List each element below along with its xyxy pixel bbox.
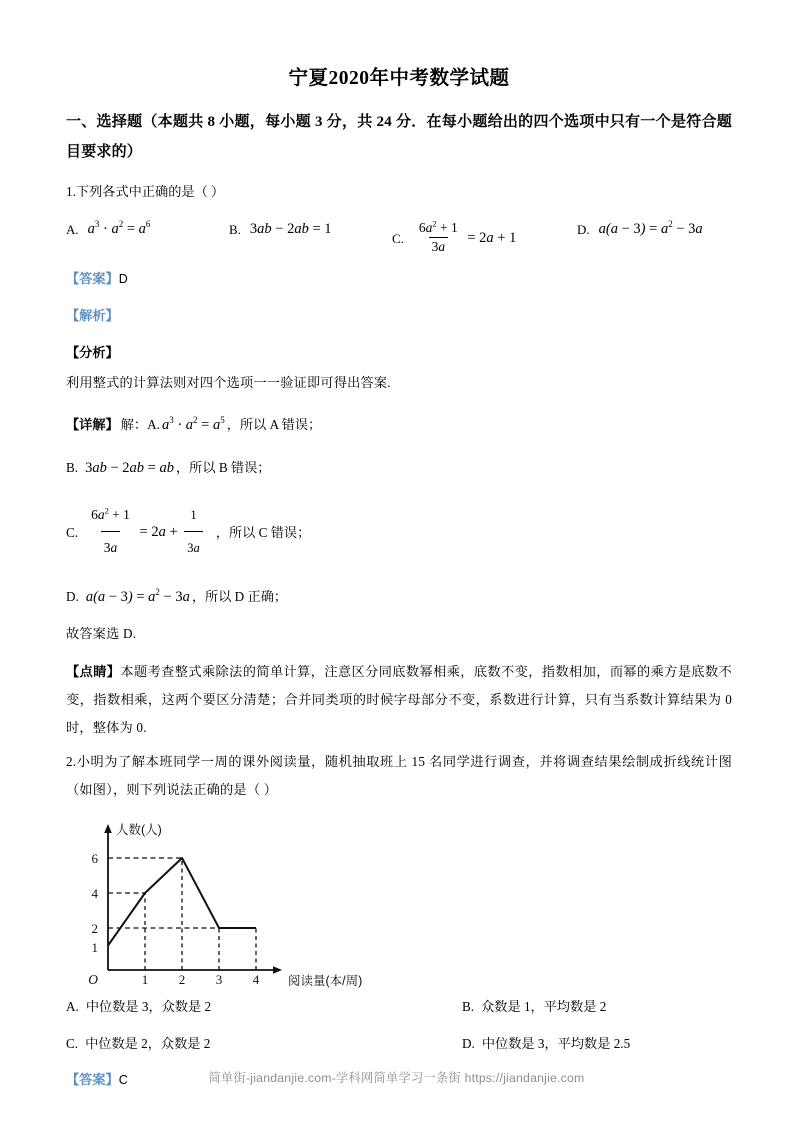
option-d[interactable] — [577, 221, 703, 238]
question-1-step-a — [66, 410, 732, 440]
q2-option-a-text: 中位数是 3，众数是 2 — [85, 999, 212, 1014]
question-1-fenxi-tag — [66, 339, 732, 367]
step-c-suffix: ，所以 C 错误； — [215, 524, 311, 540]
y-axis-arrow — [104, 824, 112, 833]
q2-option-a[interactable] — [66, 996, 462, 1015]
question-1-jiexi — [66, 302, 732, 330]
answer-tag: 【答案】 — [66, 271, 119, 286]
option-a-expression: $a^3 \cdot a^2 = a^6$ — [87, 219, 151, 237]
question-1-step-b — [66, 453, 732, 483]
step-a-suffix: ，所以 A 错误； — [226, 417, 322, 432]
question-1-options — [66, 221, 732, 256]
xiangjie-lead: 解：A. — [120, 417, 160, 432]
q2-option-d-letter: D. — [462, 1036, 475, 1051]
step-c-letter: C. — [66, 524, 79, 540]
y-axis-label: 人数(人) — [116, 823, 162, 837]
x-axis-label: 阅读量(本/周) — [288, 974, 363, 988]
question-2-options — [66, 996, 732, 1052]
step-d-expression: $a(a - 3) = a^2 - 3a$ — [85, 587, 190, 605]
fenxi-tag: 【分析】 — [66, 345, 119, 360]
question-1-conclusion: 故答案选 D. — [66, 626, 137, 641]
answer-value: D — [118, 272, 128, 286]
section-heading: 一、选择题（本题共 8 小题，每小题 3 分，共 24 分．在每小题给出的四个选项中只有一个是符合题目要求的） — [66, 114, 732, 160]
q2-option-c-letter: C. — [66, 1036, 79, 1051]
q2-option-a-letter: A. — [66, 999, 79, 1014]
xtick-1: 1 — [141, 972, 149, 987]
question-1-step-d — [66, 582, 732, 612]
question-2-stem: 2.小明为了解本班同学一周的课外阅读量，随机抽取班上 15 名同学进行调查，并将调查结果绘制成折线统计图（如图），则下列说法正确的是（ ） — [66, 754, 732, 797]
q2-option-b[interactable] — [462, 996, 732, 1015]
footer-watermark: 简单街-jiandanjie.com-学科网简单学习一条街 https://jiandanjie.com — [208, 1071, 585, 1085]
option-a-letter: A. — [66, 222, 79, 237]
question-1-answer — [66, 265, 732, 293]
option-b-letter: B. — [229, 222, 241, 237]
page-title: 宁夏2020年中考数学试题 — [288, 68, 510, 89]
origin-label: O — [88, 972, 98, 987]
step-c-expression: $\frac{6a^2 + 1}{3a}$ = 2a + $\frac{1}{3a}$ — [85, 501, 206, 564]
option-d-expression: $a(a - 3) = a^2 - 3a$ — [598, 219, 703, 237]
option-a[interactable] — [66, 221, 229, 238]
ytick-4: 4 — [91, 886, 98, 901]
line-chart — [78, 818, 408, 988]
step-b-letter: B. — [66, 460, 79, 475]
step-a-expression: $a^3 \cdot a^2 = a^5$ — [161, 415, 225, 433]
question-1-stem: 1.下列各式中正确的是（ ） — [66, 184, 225, 199]
q2-option-d-text: 中位数是 3，平均数是 2.5 — [481, 1036, 631, 1051]
ytick-1: 1 — [91, 940, 98, 955]
option-d-letter: D. — [577, 222, 590, 237]
step-b-expression: 3ab − 2ab = ab — [85, 460, 174, 476]
question-1-fenxi-text: 利用整式的计算法则对四个选项一一验证即可得出答案. — [66, 375, 391, 390]
step-d-suffix: ，所以 D 正确； — [191, 589, 288, 604]
ytick-2: 2 — [91, 921, 98, 936]
step-d-letter: D. — [66, 589, 79, 604]
xtick-2: 2 — [178, 972, 186, 987]
option-c-expression: $\frac{6a^2 + 1}{3a}$ = 2a + 1 — [418, 219, 517, 254]
option-c[interactable] — [392, 221, 577, 256]
x-axis-arrow — [273, 966, 282, 974]
q2-option-b-letter: B. — [462, 999, 475, 1014]
option-b[interactable] — [229, 221, 392, 238]
jiexi-tag: 【解析】 — [66, 308, 119, 323]
ytick-6: 6 — [91, 851, 98, 866]
question-1-step-c — [66, 501, 732, 564]
q2-option-c-text: 中位数是 2，众数是 2 — [85, 1036, 211, 1051]
q2-answer-value: C — [118, 1073, 128, 1087]
xiangjie-tag: 【详解】 — [66, 417, 119, 432]
q2-option-c[interactable] — [66, 1033, 462, 1052]
xtick-4: 4 — [252, 972, 260, 987]
option-c-letter: C. — [392, 231, 404, 246]
page-content — [66, 0, 732, 1094]
q2-option-d[interactable] — [462, 1033, 732, 1052]
q2-answer-tag: 【答案】 — [66, 1072, 119, 1087]
line-chart-svg — [78, 818, 408, 988]
dianjing-text: 本题考查整式乘除法的简单计算，注意区分同底数幂相乘，底数不变，指数相加，而幂的乘方是底数不变，指数相乘，这两个要区分清楚；合并同类项的时候字母部分不变，系数进行计算，只有当系数计算结果为 0 时，整体为 0. — [66, 664, 732, 735]
q2-option-b-text: 众数是 1，平均数是 2 — [481, 999, 607, 1014]
question-1-dianjing — [66, 658, 732, 742]
step-b-suffix: ，所以 B 错误； — [175, 460, 271, 475]
xtick-3: 3 — [215, 972, 223, 987]
dianjing-tag: 【点睛】 — [66, 664, 121, 679]
option-b-expression: 3ab − 2ab = 1 — [249, 221, 332, 237]
